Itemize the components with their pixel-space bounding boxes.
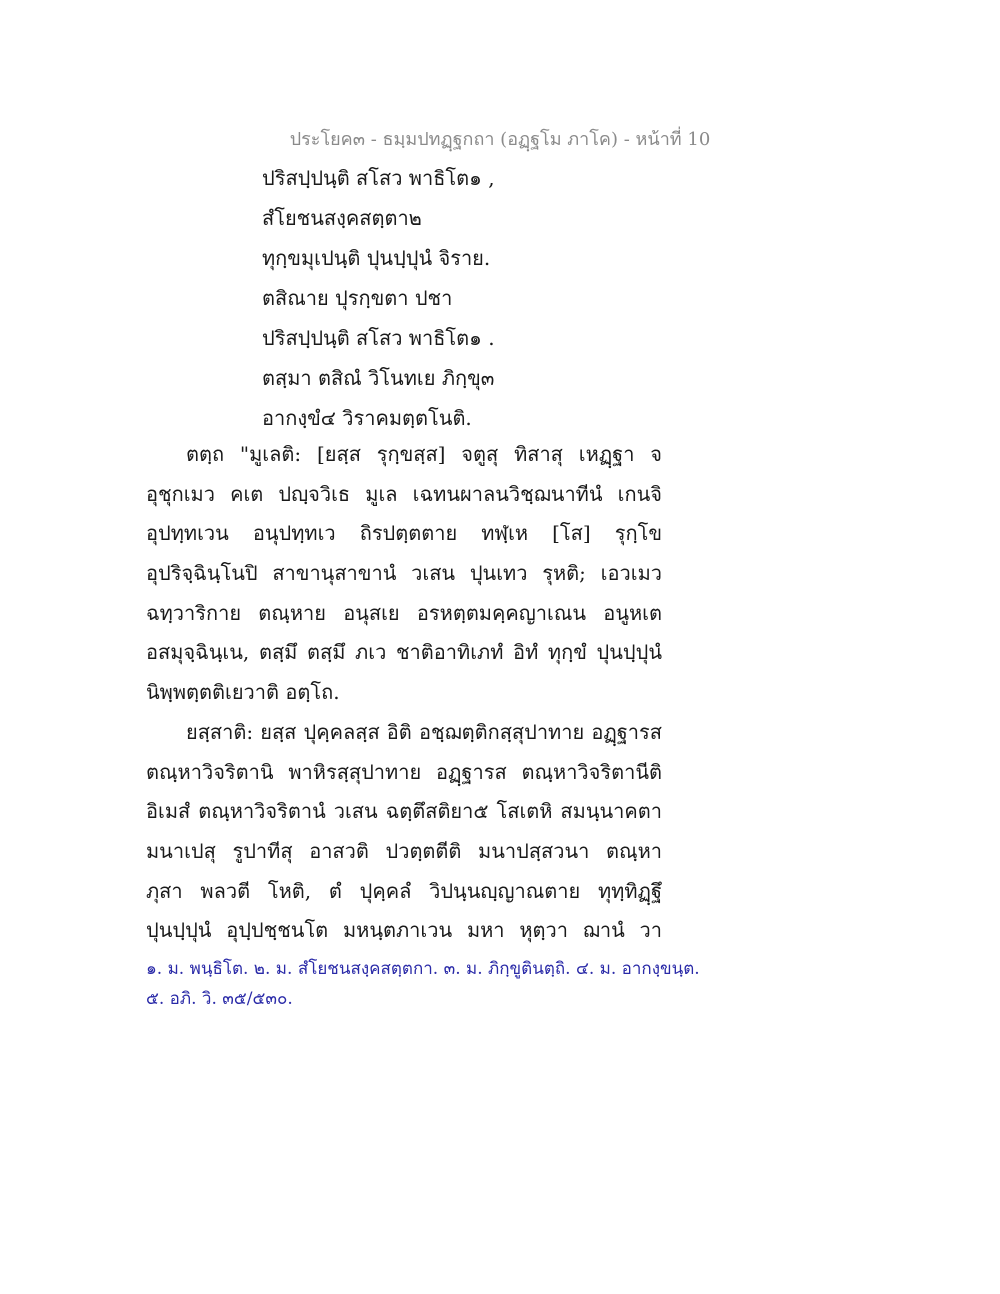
verse-line: ตสิณาย ปุรกฺขตา ปชา (262, 286, 453, 310)
verse-line: ทุกฺขมุเปนฺติ ปุนปฺปุนํ จิราย. (262, 246, 491, 270)
paragraph-line: อสมุจฺฉินฺเน, ตสฺมึ ตสฺมึ ภเว ชาติอาทิเภทํ อิทํ ทุกฺขํ ปุนปฺปุนํ (146, 640, 662, 665)
paragraph-line: อิเมสํ ตณฺหาวิจริตานํ วเสน ฉตฺตึสติยา๕ โสเตหิ สมนฺนาคตา (146, 799, 662, 824)
footnote-line: ๑. ม. พนฺธิโต. ๒. ม. สํโยชนสงฺคสตฺตกา. ๓. ม. ภิกฺขูตินตฺถิ. ๔. ม. อากงฺขนฺต. (146, 959, 700, 979)
verse-line: สํโยชนสงฺคสตฺตา๒ (262, 206, 422, 230)
paragraph-line: อุปทฺทเวน อนุปทฺทเว ถิรปตฺตตาย ทฬฺเห [โส] รุกฺโข (146, 521, 662, 546)
paragraph-line: ปุนปฺปุนํ อุปฺปชฺชนโต มหนฺตภาเวน มหา หุตฺวา ฌานํ วา (146, 918, 662, 943)
verse-line: อากงฺขํ๔ วิราคมตฺตโนติ. (262, 406, 472, 430)
running-header: ประโยค๓ - ธมฺมปทฏฺฐกถา (อฏฺฐโม ภาโค) - หน้าที่ 10 (289, 129, 711, 150)
paragraph-line: มนาเปสุ รูปาทีสุ อาสวติ ปวตฺตตีติ มนาปสฺสวนา ตณฺหา (146, 838, 662, 863)
verse-block (262, 158, 495, 438)
paragraph-line: อุปริจฺฉินฺโนปิ สาขานุสาขานํ วเสน ปุนเทว รุหติ; เอวเมว (146, 561, 662, 586)
paragraph-line: ภุสา พลวตี โหติ, ตํ ปุคฺคลํ วิปนฺนญฺญาณตาย ทุทฺทิฏฺฐึ (146, 878, 662, 903)
verse-line: ตสฺมา ตสิณํ วิโนทเย ภิกฺขุ๓ (262, 366, 495, 390)
verse-line: ปริสปฺปนฺติ สโสว พาธิโต๑ . (262, 326, 495, 350)
paragraph (146, 713, 662, 951)
paragraph-line: ยสฺสาติ: ยสฺส ปุคฺคลสฺส อิติ อชฺฌตฺติกสฺสุปาทาย อฏฺฐารส (186, 719, 662, 744)
paragraph-line: อุชุกเมว คเต ปญฺจวิเธ มูเล เฉทนผาลนวิชฺฌนาทีนํ เกนจิ (146, 481, 662, 506)
paragraph (146, 435, 662, 713)
paragraph-line: ตณฺหาวิจริตานิ พาหิรสฺสุปาทาย อฏฺฐารส ตณฺหาวิจริตานีติ (146, 759, 662, 784)
footnotes (146, 954, 700, 1014)
paragraph-line: ตตฺถ "มูเลติ: [ยสฺส รุกฺขสฺส] จตูสุ ทิสาสุ เหฏฺฐา จ (186, 442, 662, 466)
footnote-line: ๕. อภิ. วิ. ๓๕/๕๓๐. (146, 989, 293, 1009)
paragraph-line: นิพฺพตฺตติเยวาติ อตฺโถ. (146, 680, 340, 705)
verse-line: ปริสปฺปนฺติ สโสว พาธิโต๑ , (262, 166, 495, 190)
paragraph-line: ฉทฺวาริกาย ตณฺหาย อนุสเย อรหตฺตมคฺคญาเณน อนูหเต (146, 600, 662, 625)
commentary-body (146, 435, 662, 951)
